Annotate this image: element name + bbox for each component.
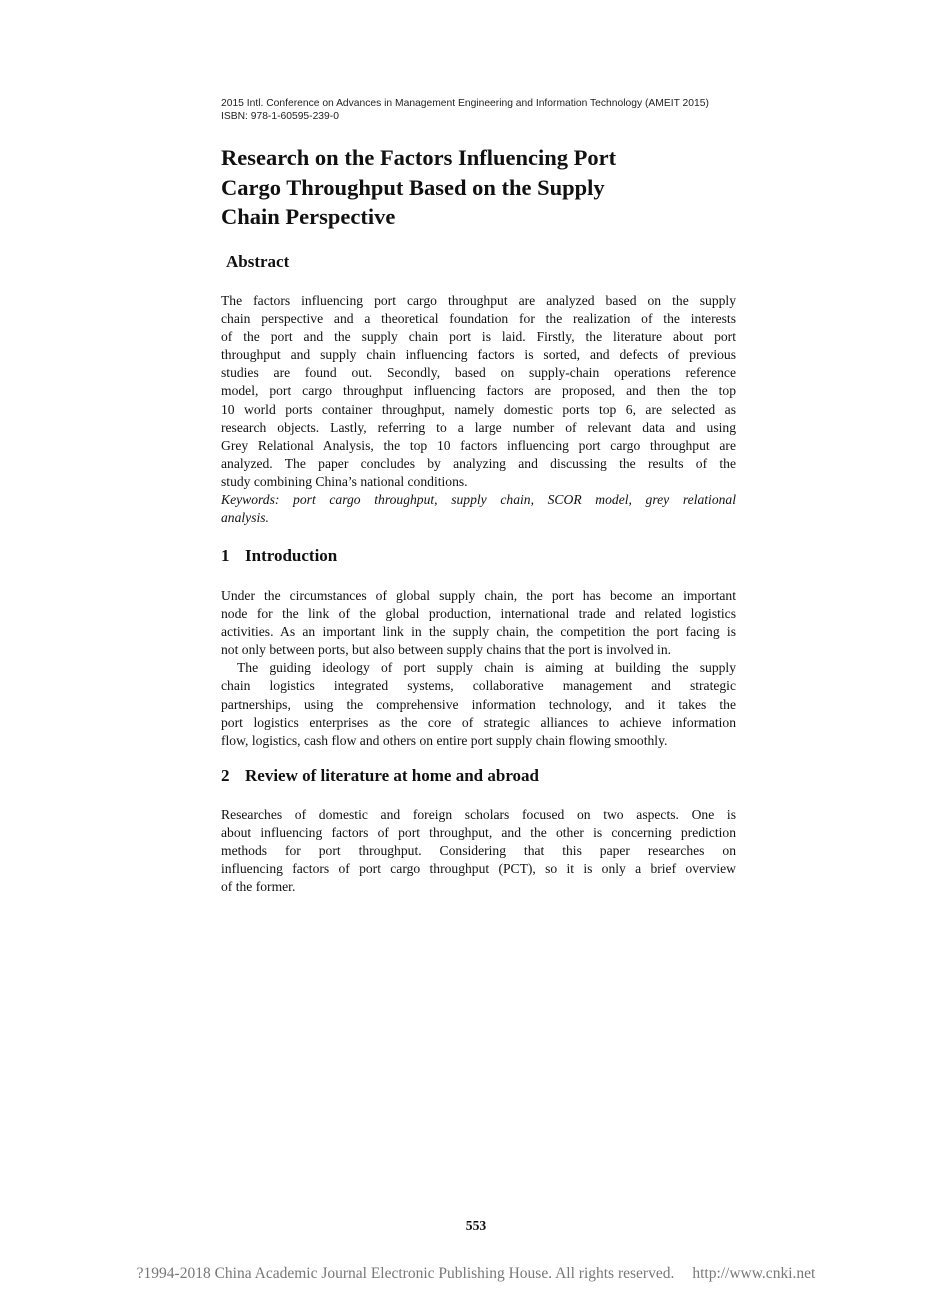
conference-line: 2015 Intl. Conference on Advances in Management Engineering and Information Technology (AMEIT 2015) [221, 98, 709, 109]
abstract-line: analyzed. The paper concludes by analyzing and discussing the results of the [221, 455, 736, 471]
isbn-line: ISBN: 978-1-60595-239-0 [221, 111, 339, 122]
body-line: Under the circumstances of global supply chain, the port has become an important [221, 588, 736, 603]
section-number: 2 [221, 766, 230, 785]
section-number: 1 [221, 546, 230, 565]
body-line: influencing factors of port cargo throughput (PCT), so it is only a brief overview [221, 861, 736, 877]
section-heading-introduction [221, 546, 337, 566]
body-line: flow, logistics, cash flow and others on entire port supply chain flowing smoothly. [221, 732, 668, 748]
body-line: Researches of domestic and foreign scholars focused on two aspects. One is [221, 807, 736, 822]
abstract-line: The factors influencing port cargo throughput are analyzed based on the supply [221, 293, 736, 308]
section-title: Introduction [245, 546, 338, 565]
body-line: methods for port throughput. Considering that this paper researches on [221, 843, 736, 859]
literature-review-body [221, 806, 736, 896]
body-line: The guiding ideology of port supply chain is aiming at building the supply [237, 660, 736, 676]
body-line: activities. As an important link in the supply chain, the competition the port facing is [221, 624, 736, 640]
abstract-line: throughput and supply chain influencing factors is sorted, and defects of previous [221, 347, 736, 363]
section-title: Review of literature at home and abroad [245, 766, 540, 785]
footer-url: http://www.cnki.net [692, 1265, 816, 1282]
abstract-heading: Abstract [226, 252, 290, 271]
title-line: Cargo Throughput Based on the Supply [221, 174, 605, 200]
keywords-line: analysis. [221, 510, 269, 526]
abstract-line: 10 world ports container throughput, namely domestic ports top 6, are selected as [221, 401, 736, 417]
copyright-footer [0, 1265, 952, 1283]
body-line: partnerships, using the comprehensive information technology, and it takes the [221, 696, 736, 712]
abstract-line: chain perspective and a theoretical foundation for the realization of the interests [221, 311, 736, 327]
abstract-line: studies are found out. Secondly, based on supply-chain operations reference [221, 365, 736, 381]
title-line: Chain Perspective [221, 204, 396, 229]
abstract-line: research objects. Lastly, referring to a large number of relevant data and using [221, 419, 736, 435]
paper-title [221, 143, 741, 232]
copyright-text: ?1994-2018 China Academic Journal Electronic Publishing House. All rights reserved. [136, 1265, 675, 1282]
introduction-body [221, 587, 736, 750]
page-number: 553 [465, 1218, 487, 1233]
abstract-line: model, port cargo throughput influencing factors are proposed, and then the top [221, 383, 736, 399]
abstract-line: study combining China’s national conditions. [221, 473, 468, 489]
body-line: node for the link of the global production, international trade and related logistics [221, 606, 736, 622]
title-line: Research on the Factors Influencing Port [221, 145, 617, 170]
body-line: of the former. [221, 879, 296, 895]
body-line: not only between ports, but also between supply chains that the port is involved in. [221, 642, 672, 658]
body-line: about influencing factors of port throughput, and the other is concerning prediction [221, 825, 736, 841]
keywords-line: Keywords: port cargo throughput, supply chain, SCOR model, grey relational [221, 492, 736, 508]
body-line: chain logistics integrated systems, collaborative management and strategic [221, 678, 736, 694]
section-heading-literature-review [221, 766, 539, 786]
body-line: port logistics enterprises as the core of strategic alliances to achieve information [221, 714, 736, 730]
abstract-line: Grey Relational Analysis, the top 10 factors influencing port cargo throughput are [221, 437, 736, 453]
abstract-line: of the port and the supply chain port is laid. Firstly, the literature about port [221, 329, 736, 345]
conference-header [221, 97, 781, 123]
abstract-body [221, 292, 736, 527]
